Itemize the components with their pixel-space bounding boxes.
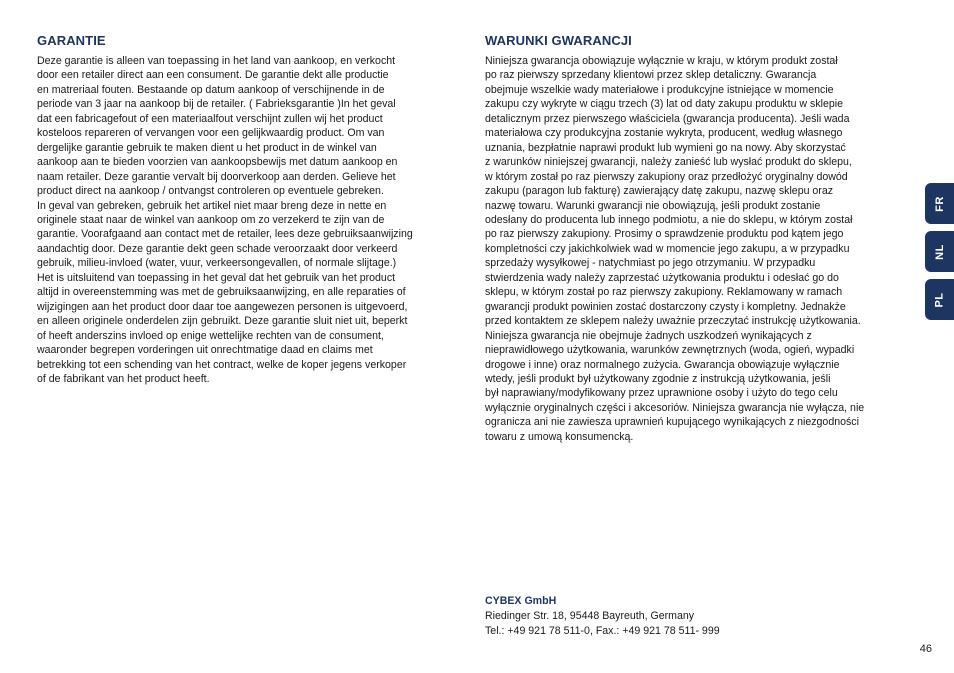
language-tab-nl[interactable]: NL	[925, 231, 954, 272]
language-tabs	[925, 183, 954, 327]
section-title-garantie: GARANTIE	[37, 33, 106, 48]
company-name: CYBEX GmbH	[485, 595, 557, 607]
language-tab-pl[interactable]: PL	[925, 279, 954, 320]
warranty-text-dutch: Deze garantie is alleen van toepassing in het land van aankoop, en verkocht door een retailer direct aan een consument. De garantie dekt alle productie en matreriaal fouten. Bestaande op datum aankoop of verschijnende in de periode van 3 jaar na aankoop bij de retailer. ( Fabrieksgarantie )In het geval dat een fabricagefout of een materiaalfout verschijnt zullen wij het product kosteloos repareren of vervangen voor een gelijkwaardig product. Om van dergelijke garantie gebruik te maken dient u het product in de winkel van aankoop aan te bieden voorzien van aankoopsbewijs met datum aankoop en naam retailer. Deze garantie vervalt bij doorverkoop aan derden. Gelieve het product direct na aankoop / ontvangst controleren op eventuele gebreken. In geval van gebreken, gebruik het artikel niet maar breng deze in nette en originele staat naar de winkel van aankoop om zo verzekerd te zijn van de garantie. Voorafgaand aan contact met de retailer, lees deze gebruiksaanwijzing aandachtig door. Deze garantie dekt geen schade veroorzaakt door verkeerd gebruik, milieu-invloed (water, vuur, verkeersongevallen, of normale slijtage.) Het is uitsluitend van toepassing in het geval dat het gebruik van het product altijd in overeenstemming was met de gebruiksaanwijzing, en alle reparaties of wijzigingen aan het product door daar toe aangewezen personen is uitgevoerd, en alleen originele onderdelen zijn gebruikt. Deze garantie sluit niet uit, beperkt of heeft anderszins invloed op enige wettelijke rechten van de consument, waaronder begrepen vorderingen uit onrechtmatige daad en claims met betrekking tot een schending van het contract, welke de koper jegens verkoper of de fabrikant van het product heeft.	[37, 55, 413, 385]
page-number: 46	[919, 643, 932, 655]
company-info	[485, 594, 720, 639]
company-address: Riedinger Str. 18, 95448 Bayreuth, Germany	[485, 610, 695, 622]
left-column	[37, 33, 469, 386]
warranty-text-polish: Niniejsza gwarancja obowiązuje wyłącznie w kraju, w którym produkt został po raz pierwszy sprzedany klientowi przez sklep detaliczny. Gwarancja obejmuje wszelkie wady materiałowe i produkcyjne istniejące w momencie zakupu czy wykryte w ciągu trzech (3) lat od daty zakupu produktu w sklepie detalicznym przez pierwszego właściciela (gwarancja producenta). Jeśli wada materiałowa czy produkcyjna zostanie wykryta, producent, według własnego uznania, bezpłatnie naprawi produkt lub wymieni go na nowy. Aby skorzystać z warunków niniejszej gwarancji, należy zanieść lub wysłać produkt do sklepu, w którym został po raz pierwszy zakupiony oraz przedłożyć oryginalny dowód zakupu (paragon lub fakturę) zawierający datę zakupu, nazwę sklepu oraz nazwę towaru. Warunki gwarancji nie obowiązują, jeśli produkt zostanie odesłany do producenta lub innego podmiotu, a nie do sklepu, w którym został po raz pierwszy zakupiony. Prosimy o sprawdzenie produktu pod kątem jego kompletności czy jakichkolwiek wad w momencie jego zakupu, a w przypadku sprzedaży wysyłkowej - natychmiast po jego otrzymaniu. W przypadku stwierdzenia wady należy zaprzestać użytkowania produktu i odesłać go do sklepu, w którym został po raz pierwszy zakupiony. Reklamowany w ramach gwarancji produkt powinien zostać dostarczony czysty i kompletny. Jednakże przed kontaktem ze sklepem należy uważnie przeczytać instrukcję użytkowania. Niniejsza gwarancja nie obejmuje żadnych uszkodzeń wynikających z nieprawidłowego użytkowania, warunków zewnętrznych (woda, ogień, wypadki drogowe i inne) oraz normalnego zużycia. Gwarancja obowiązuje wyłącznie wtedy, jeśli produkt był użytkowany zgodnie z instrukcją użytkowania, jeśli był naprawiany/modyfikowany przez uprawnione osoby i użyto do tego celu wyłącznie oryginalnych części i akcesoriów. Niniejsza gwarancja nie wyłącza, nie ogranicza ani nie zawiesza uprawnień kupującego wynikających z niezgodności towaru z umową konsumencką.	[485, 55, 865, 443]
company-contact: Tel.: +49 921 78 511-0, Fax.: +49 921 78 511- 999	[485, 625, 720, 637]
right-column	[485, 33, 921, 444]
language-tab-fr[interactable]: FR	[925, 183, 954, 224]
section-title-warunki-gwarancji: WARUNKI GWARANCJI	[485, 33, 632, 48]
